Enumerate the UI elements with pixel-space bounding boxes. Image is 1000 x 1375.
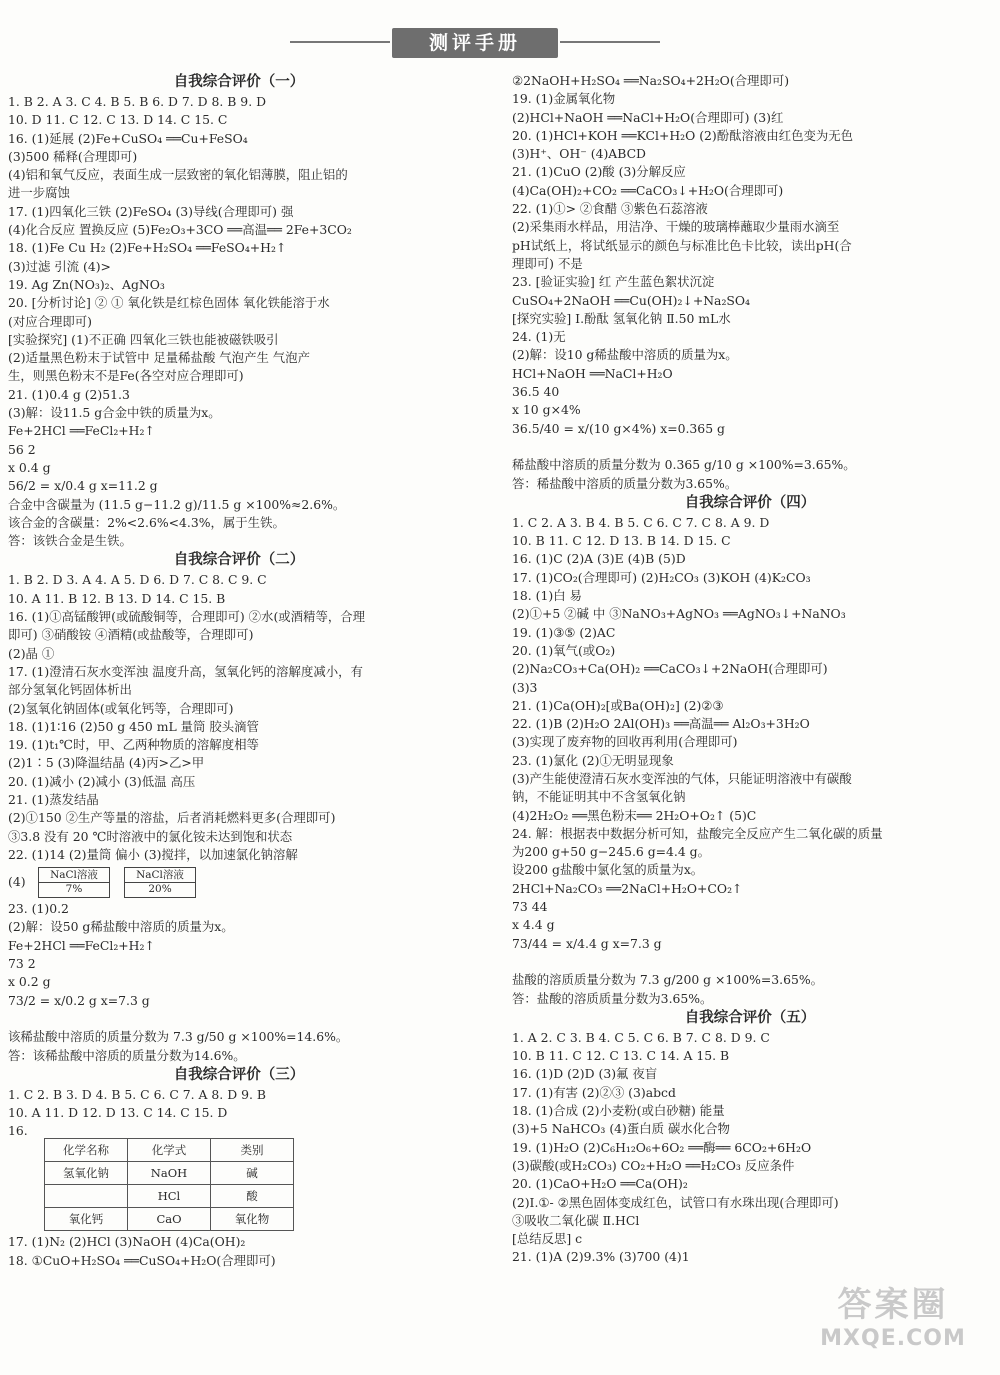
answer-line: 19. (1)t₁℃时，甲、乙两种物质的溶解度相等 bbox=[8, 737, 259, 753]
table-cell: CaO bbox=[128, 1208, 211, 1231]
answer-line: 10. A 11. D 12. D 13. C 14. C 15. D bbox=[8, 1105, 228, 1121]
watermark-url: MXQE.COM bbox=[820, 1326, 966, 1351]
table-row bbox=[45, 1185, 294, 1208]
question-number: 16. bbox=[8, 1123, 28, 1137]
answer-line: x 10 g×4% bbox=[512, 402, 581, 418]
answer-line: [总结反思] c bbox=[512, 1231, 583, 1247]
answer-line: 钠，不能证明其中不含氢氧化钠 bbox=[512, 789, 686, 805]
answer-line: (3)H⁺、OH⁻ (4)ABCD bbox=[512, 146, 646, 162]
answer-line: x 4.4 g bbox=[512, 917, 555, 933]
table-cell: HCl bbox=[128, 1185, 211, 1208]
section-title: 自我综合评价（五） bbox=[684, 1009, 816, 1026]
answer-line: 56/2 = x/0.4 g x=11.2 g bbox=[8, 478, 158, 494]
header-title: 测评手册 bbox=[392, 28, 558, 58]
answer-line: 73/44 = x/4.4 g x=7.3 g bbox=[512, 935, 662, 951]
answer-line: (3)解：设11.5 g合金中铁的质量为x。 bbox=[8, 405, 221, 421]
answer-line: 18. (1)1∶16 (2)50 g 450 mL 量筒 胶头滴管 bbox=[8, 718, 259, 734]
answer-line: 17. (1)N₂ (2)HCl (3)NaOH (4)Ca(OH)₂ bbox=[8, 1234, 246, 1250]
section-title: 自我综合评价（一） bbox=[173, 74, 305, 90]
answer-line: 盐酸的溶质质量分数为 7.3 g/200 g ×100%=3.65%。 bbox=[512, 972, 823, 988]
answer-line: (4)化合反应 置换反应 (5)Fe₂O₃+3CO ══高温══ 2Fe+3CO₂ bbox=[8, 222, 352, 238]
answer-line: 17. (1)四氧化三铁 (2)FeSO₄ (3)导线(合理即可) 强 bbox=[8, 203, 294, 219]
answer-line: (3)3 bbox=[512, 679, 538, 695]
header-rule-left bbox=[290, 41, 390, 43]
answer-line: (对应合理即可) bbox=[8, 313, 93, 329]
answer-line: 为200 g+50 g−245.6 g=4.4 g。 bbox=[512, 844, 711, 860]
answer-line: 22. (1)14 (2)量筒 偏小 (3)搅拌，以加速氯化钠溶解 bbox=[8, 846, 298, 862]
answer-line: 24. 解：根据表中数据分析可知，盐酸完全反应产生二氧化碳的质量 bbox=[512, 825, 883, 841]
answer-line: (3)过滤 引流 (4)> bbox=[8, 258, 111, 274]
answer-line: (2)1∶5 (3)降温结晶 (4)丙>乙>甲 bbox=[8, 755, 205, 771]
answer-line: 23. (1)0.2 bbox=[8, 901, 69, 917]
answer-line: 16. (1)D (2)D (3)氟 夜盲 bbox=[512, 1066, 658, 1082]
answer-line: 答：稀盐酸中溶质的质量分数为3.65%。 bbox=[512, 475, 738, 491]
table-cell: 氢氧化钠 bbox=[45, 1162, 128, 1185]
answer-line: 16. (1)延展 (2)Fe+CuSO₄ ══Cu+FeSO₄ bbox=[8, 130, 248, 146]
answer-line: 19. (1)金属氧化物 bbox=[512, 91, 616, 107]
answer-line: [探究实验] Ⅰ.酚酞 氢氧化钠 Ⅱ.50 mL水 bbox=[512, 310, 731, 326]
answer-line: (2)①150 ②生产等量的溶盐，后者消耗燃料更多(合理即可) bbox=[8, 810, 336, 826]
answer-line: (2)Na₂CO₃+Ca(OH)₂ ══CaCO₃↓+2NaOH(合理即可) bbox=[512, 661, 828, 677]
answer-line: ③吸收二氧化碳 Ⅱ.HCl bbox=[512, 1212, 640, 1228]
answer-line: 20. [分析讨论] ② ① 氧化铁是红棕色固体 氧化铁能溶于水 bbox=[8, 295, 330, 311]
answer-line: 2HCl+Na₂CO₃ ══2NaCl+H₂O+CO₂↑ bbox=[512, 880, 743, 896]
answer-line: (2)解：设10 g稀盐酸中溶质的质量为x。 bbox=[512, 347, 738, 363]
answer-line: (3)产生能使澄清石灰水变浑浊的气体，只能证明溶液中有碳酸 bbox=[512, 770, 852, 786]
answer-line: 21. (1)0.4 g (2)51.3 bbox=[8, 386, 130, 402]
solution-label-box bbox=[124, 867, 196, 898]
right-column bbox=[512, 72, 988, 1267]
answer-line bbox=[512, 438, 988, 456]
table-cell: 酸 bbox=[211, 1185, 294, 1208]
table-row bbox=[45, 1208, 294, 1231]
box-solute: NaCl溶液 bbox=[136, 868, 184, 881]
answer-line: (2)采集雨水样品，用洁净、干燥的玻璃棒蘸取少量雨水滴至 bbox=[512, 219, 840, 235]
answer-line: 23. [验证实验] 红 产生蓝色絮状沉淀 bbox=[512, 274, 715, 290]
answer-line: 19. (1)H₂O (2)C₆H₁₂O₆+6O₂ ══酶══ 6CO₂+6H₂O bbox=[512, 1139, 812, 1155]
answer-line: (4)2H₂O₂ ══黑色粉末══ 2H₂O+O₂↑ (5)C bbox=[512, 807, 757, 823]
answer-line: 73/2 = x/0.2 g x=7.3 g bbox=[8, 992, 150, 1008]
answer-line: 20. (1)氧气(或O₂) bbox=[512, 642, 616, 658]
table-cell: NaOH bbox=[128, 1162, 211, 1185]
answer-line: 部分氢氧化钙固体析出 bbox=[8, 682, 132, 698]
answer-line: 20. (1)减小 (2)减小 (3)低温 高压 bbox=[8, 773, 196, 789]
answer-line: 10. A 11. B 12. B 13. D 14. C 15. B bbox=[8, 590, 226, 606]
section-title: 自我综合评价（二） bbox=[173, 552, 305, 569]
answer-line: 18. (1)白 易 bbox=[512, 588, 582, 604]
answer-line: 21. (1)CuO (2)酸 (3)分解反应 bbox=[512, 164, 686, 180]
section-title: 自我综合评价（三） bbox=[173, 1066, 305, 1083]
answer-line: 生，则黑色粉末不是Fe(各空对应合理即可) bbox=[8, 368, 244, 384]
answer-line: 稀盐酸中溶质的质量分数为 0.365 g/10 g ×100%=3.65%。 bbox=[512, 457, 856, 473]
answer-line: (4)铝和氧气反应，表面生成一层致密的氧化铝薄膜，阻止铝的 bbox=[8, 167, 348, 183]
answer-line: (2)HCl+NaOH ══NaCl+H₂O(合理即可) (3)红 bbox=[512, 109, 784, 125]
answer-line: 36.5/40 = x/(10 g×4%) x=0.365 g bbox=[512, 420, 725, 436]
answer-line: 56 2 bbox=[8, 441, 36, 457]
answer-line: 18. (1)合成 (2)小麦粉(或白砂糖) 能量 bbox=[512, 1103, 725, 1119]
chem-table bbox=[44, 1138, 294, 1231]
box-solute: NaCl溶液 bbox=[50, 868, 98, 881]
answer-line: CuSO₄+2NaOH ══Cu(OH)₂↓+Na₂SO₄ bbox=[512, 292, 751, 308]
table-row bbox=[45, 1162, 294, 1185]
answer-line: 进一步腐蚀 bbox=[8, 185, 70, 201]
answer-line: Fe+2HCl ══FeCl₂+H₂↑ bbox=[8, 937, 155, 953]
answer-line: (2)Ⅰ.①- ②黑色固体变成红色，试管口有水珠出现(合理即可) bbox=[512, 1194, 839, 1210]
answer-line: [实验探究] (1)不正确 四氧化三铁也能被磁铁吸引 bbox=[8, 331, 279, 347]
answer-line: 1. A 2. C 3. B 4. C 5. C 6. B 7. C 8. D 9. C bbox=[512, 1029, 770, 1045]
page-header bbox=[0, 28, 1000, 58]
answer-line: x 0.4 g bbox=[8, 459, 51, 475]
chem-table-wrap bbox=[44, 1138, 470, 1231]
section-title: 自我综合评价（四） bbox=[684, 494, 816, 511]
answer-line: 合金中含碳量为 (11.5 g−11.2 g)/11.5 g ×100%≈2.6%。 bbox=[8, 496, 346, 512]
answer-line: (2)晶 ① bbox=[8, 645, 55, 661]
answer-line: (3)+5 NaHCO₃ (4)蛋白质 碳水化合物 bbox=[512, 1121, 730, 1137]
answer-line: 答：盐酸的溶质质量分数为3.65%。 bbox=[512, 990, 713, 1006]
table-cell: 碱 bbox=[211, 1162, 294, 1185]
label-boxes bbox=[8, 864, 470, 900]
table-cell: 氧化物 bbox=[211, 1208, 294, 1231]
answer-line: 36.5 40 bbox=[512, 384, 560, 400]
answer-line: (2)氢氧化钠固体(或氧化钙等，合理即可) bbox=[8, 700, 234, 716]
answer-line: (2)解：设50 g稀盐酸中溶质的质量为x。 bbox=[8, 919, 234, 935]
answer-line: 18. (1)Fe Cu H₂ (2)Fe+H₂SO₄ ══FeSO₄+H₂↑ bbox=[8, 240, 287, 256]
table-cell: 类别 bbox=[211, 1139, 294, 1162]
boxes-label: (4) bbox=[8, 874, 26, 890]
answer-line: x 0.2 g bbox=[8, 974, 51, 990]
answer-line: 21. (1)A (2)9.3% (3)700 (4)1 bbox=[512, 1249, 690, 1265]
answer-line: 1. B 2. A 3. C 4. B 5. B 6. D 7. D 8. B 9. D bbox=[8, 94, 267, 109]
answer-line: 该稀盐酸中溶质的质量分数为 7.3 g/50 g ×100%=14.6%。 bbox=[8, 1029, 349, 1045]
answer-line: 22. (1)①> ②食醋 ③紫色石蕊溶液 bbox=[512, 201, 708, 217]
answer-line: 17. (1)CO₂(合理即可) (2)H₂CO₃ (3)KOH (4)K₂CO₃ bbox=[512, 569, 811, 585]
answer-line: 16. (1)C (2)A (3)E (4)B (5)D bbox=[512, 551, 686, 567]
table-cell: 化学名称 bbox=[45, 1139, 128, 1162]
answer-line: (2)①+5 ②碱 中 ③NaNO₃+AgNO₃ ══AgNO₃↓+NaNO₃ bbox=[512, 606, 846, 622]
answer-line: (4)Ca(OH)₂+CO₂ ══CaCO₃↓+H₂O(合理即可) bbox=[512, 182, 784, 198]
answer-line: 16. (1)①高锰酸钾(或硫酸铜等，合理即可) ②水(或酒精等，合理 bbox=[8, 609, 366, 625]
table-cell: 化学式 bbox=[128, 1139, 211, 1162]
answer-line: ③3.8 没有 20 ℃时溶液中的氯化铵未达到饱和状态 bbox=[8, 828, 293, 844]
watermark-logo-text: 答案圈 bbox=[837, 1285, 949, 1325]
solution-label-box bbox=[38, 867, 110, 898]
table-row bbox=[45, 1139, 294, 1162]
box-concentration: 20% bbox=[125, 882, 195, 896]
box-concentration: 7% bbox=[39, 882, 109, 896]
header-rule-right bbox=[560, 41, 660, 43]
answer-line: (2)适量黑色粉末于试管中 足量稀盐酸 气泡产生 气泡产 bbox=[8, 350, 310, 366]
answer-line: 21. (1)蒸发结晶 bbox=[8, 791, 99, 807]
answer-line: (3)碳酸(或H₂CO₃) CO₂+H₂O ══H₂CO₃ 反应条件 bbox=[512, 1157, 795, 1173]
site-watermark bbox=[798, 1285, 988, 1361]
answer-line: 23. (1)氯化 (2)①无明显现象 bbox=[512, 752, 674, 768]
answer-line: 1. C 2. B 3. D 4. B 5. C 6. C 7. A 8. D 9. B bbox=[8, 1086, 266, 1102]
answer-line: 22. (1)B (2)H₂O 2Al(OH)₃ ══高温══ Al₂O₃+3H₂O bbox=[512, 716, 810, 732]
answer-line: 21. (1)Ca(OH)₂[或Ba(OH)₂] (2)②③ bbox=[512, 697, 724, 713]
answer-line: 设200 g盐酸中氯化氢的质量为x。 bbox=[512, 862, 704, 878]
answer-line: 答：该铁合金是生铁。 bbox=[8, 533, 132, 549]
table-cell bbox=[45, 1185, 128, 1208]
answer-line: 17. (1)澄清石灰水变浑浊 温度升高，氢氧化钙的溶解度减小，有 bbox=[8, 663, 363, 679]
answer-line: 20. (1)HCl+KOH ══KCl+H₂O (2)酚酞溶液由红色变为无色 bbox=[512, 127, 854, 143]
answer-line: HCl+NaOH ══NaCl+H₂O bbox=[512, 365, 673, 381]
answer-line: 24. (1)无 bbox=[512, 329, 566, 345]
answer-line: 即可) ③硝酸铵 ④酒精(或盐酸等，合理即可) bbox=[8, 627, 254, 643]
answer-line bbox=[512, 953, 988, 971]
answer-line: 1. B 2. D 3. A 4. A 5. D 6. D 7. C 8. C 9. C bbox=[8, 572, 267, 588]
answer-line: 19. Ag Zn(NO₃)₂、AgNO₃ bbox=[8, 276, 165, 292]
answer-line: 该合金的含碳量：2%<2.6%<4.3%，属于生铁。 bbox=[8, 514, 285, 530]
answer-line: 1. C 2. A 3. B 4. B 5. C 6. C 7. C 8. A 9. D bbox=[512, 514, 770, 530]
answer-line: pH试纸上，将试纸显示的颜色与标准比色卡比较，读出pH(合 bbox=[512, 237, 852, 253]
answer-line: (3)500 稀释(合理即可) bbox=[8, 148, 138, 164]
answer-line: 19. (1)③⑤ (2)AC bbox=[512, 624, 616, 640]
answer-line: (3)实现了废弃物的回收再利用(合理即可) bbox=[512, 734, 738, 750]
answer-line: 10. D 11. C 12. C 13. D 14. C 15. C bbox=[8, 112, 228, 128]
answer-line: 73 44 bbox=[512, 899, 548, 915]
answer-line: ②2NaOH+H₂SO₄ ══Na₂SO₄+2H₂O(合理即可) bbox=[512, 73, 790, 88]
table-cell: 氧化钙 bbox=[45, 1208, 128, 1231]
answer-line: 17. (1)有害 (2)②③ (3)abcd bbox=[512, 1084, 676, 1100]
answer-line: 理即可) 不是 bbox=[512, 255, 583, 271]
answer-line: Fe+2HCl ══FeCl₂+H₂↑ bbox=[8, 423, 155, 439]
answer-line: 10. B 11. C 12. C 13. C 14. A 15. B bbox=[512, 1048, 730, 1064]
answer-line: 20. (1)CaO+H₂O ══Ca(OH)₂ bbox=[512, 1176, 688, 1192]
answer-line: 10. B 11. C 12. D 13. B 14. D 15. C bbox=[512, 533, 731, 549]
answer-line bbox=[8, 1010, 470, 1028]
left-column bbox=[8, 72, 470, 1270]
answer-line: 73 2 bbox=[8, 956, 36, 972]
answer-line: 答：该稀盐酸中溶质的质量分数为14.6%。 bbox=[8, 1047, 246, 1063]
answer-line: 18. ①CuO+H₂SO₄ ══CuSO₄+H₂O(合理即可) bbox=[8, 1252, 276, 1268]
